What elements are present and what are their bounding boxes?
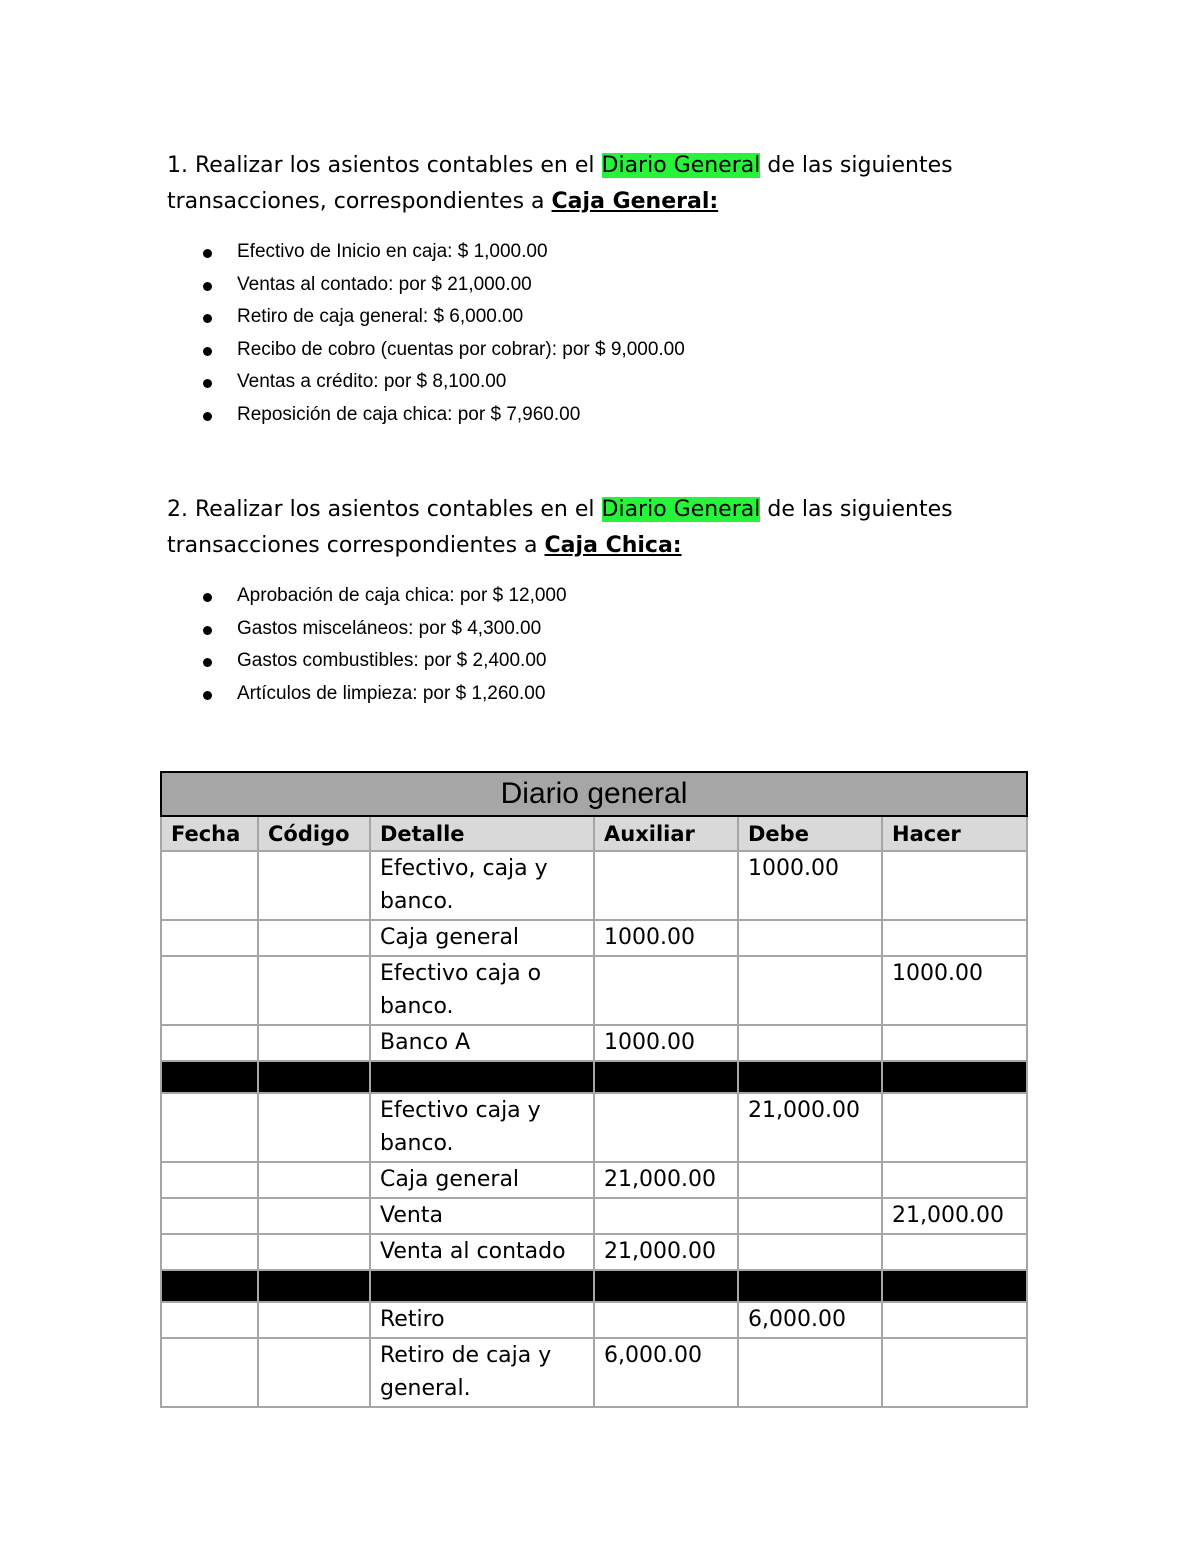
exercise2-list-item-text: Artículos de limpieza: por $ 1,260.00 (237, 682, 546, 704)
cell-hacer: 1000.00 (882, 956, 1027, 1025)
exercise-2-line2: transacciones correspondientes a (167, 533, 538, 558)
cell-debe (738, 1025, 882, 1061)
cell-debe (738, 1198, 882, 1234)
header-auxiliar: Auxiliar (594, 816, 738, 851)
journal-header-row (161, 816, 1027, 851)
exercise-1-text-before: Realizar los asientos contables en el (195, 153, 595, 178)
exercise2-list-item (167, 678, 1127, 711)
cell-codigo (258, 1198, 370, 1234)
cell-debe (738, 1162, 882, 1198)
cell-hacer (882, 1025, 1027, 1061)
cell-debe (738, 920, 882, 956)
bullet-icon (203, 314, 212, 323)
cell-auxiliar (594, 1302, 738, 1338)
cell-debe (738, 1234, 882, 1270)
cell-auxiliar: 21,000.00 (594, 1162, 738, 1198)
header-debe: Debe (738, 816, 882, 851)
cell-fecha (161, 1270, 258, 1302)
exercise2-list-item-text: Gastos combustibles: por $ 2,400.00 (237, 650, 547, 671)
exercise1-list-item-text: Ventas al contado: por $ 21,000.00 (237, 273, 532, 295)
cell-hacer (882, 851, 1027, 920)
bullet-icon (203, 626, 212, 635)
cell-hacer (882, 1302, 1027, 1338)
cell-hacer (882, 920, 1027, 956)
cell-codigo (258, 1270, 370, 1302)
cell-detalle: Caja general (370, 920, 594, 956)
exercise-2 (167, 492, 1127, 564)
cell-fecha (161, 1061, 258, 1093)
exercise1-list-item (167, 334, 1127, 367)
cell-auxiliar (594, 1061, 738, 1093)
bullet-icon (203, 347, 212, 356)
table-row (161, 1025, 1027, 1061)
exercise1-list-item (167, 366, 1127, 399)
cell-debe (738, 1061, 882, 1093)
cell-codigo (258, 1234, 370, 1270)
cell-detalle: Caja general (370, 1162, 594, 1198)
cell-detalle: Retiro de caja y general. (370, 1338, 594, 1407)
exercise-1-prompt (167, 148, 1127, 220)
journal-body (161, 851, 1027, 1407)
cell-fecha (161, 1093, 258, 1162)
cell-codigo (258, 956, 370, 1025)
cell-detalle (370, 1270, 594, 1302)
cell-fecha (161, 1198, 258, 1234)
cell-codigo (258, 1061, 370, 1093)
cell-hacer (882, 1338, 1027, 1407)
table-row (161, 1302, 1027, 1338)
exercise-1 (167, 148, 1127, 220)
cell-debe (738, 1338, 882, 1407)
cell-auxiliar (594, 851, 738, 920)
header-fecha: Fecha (161, 816, 258, 851)
cell-detalle: Venta (370, 1198, 594, 1234)
bullet-icon (203, 593, 212, 602)
exercise-2-emphasis: Caja Chica: (544, 533, 682, 558)
exercise-1-list (167, 236, 1127, 431)
cell-detalle: Efectivo caja o banco. (370, 956, 594, 1025)
cell-auxiliar (594, 1198, 738, 1234)
exercise2-list-item (167, 613, 1127, 646)
header-hacer: Hacer (882, 816, 1027, 851)
exercise1-list-item (167, 399, 1127, 432)
header-detalle: Detalle (370, 816, 594, 851)
cell-debe: 21,000.00 (738, 1093, 882, 1162)
cell-codigo (258, 1093, 370, 1162)
exercise1-list-item-text: Efectivo de Inicio en caja: $ 1,000.00 (237, 241, 548, 262)
separator-row (161, 1270, 1027, 1302)
bullet-icon (203, 658, 212, 667)
exercise2-list-item (167, 645, 1127, 678)
cell-hacer (882, 1270, 1027, 1302)
table-row (161, 851, 1027, 920)
table-row (161, 956, 1027, 1025)
cell-auxiliar (594, 956, 738, 1025)
cell-detalle: Venta al contado (370, 1234, 594, 1270)
cell-detalle: Efectivo caja y banco. (370, 1093, 594, 1162)
cell-auxiliar: 6,000.00 (594, 1338, 738, 1407)
cell-fecha (161, 1025, 258, 1061)
exercise2-list-item (167, 580, 1127, 613)
cell-hacer (882, 1093, 1027, 1162)
cell-debe: 6,000.00 (738, 1302, 882, 1338)
cell-fecha (161, 1162, 258, 1198)
cell-hacer (882, 1234, 1027, 1270)
exercise1-list-item (167, 236, 1127, 269)
exercise-1-text-after: de las siguientes (767, 153, 953, 178)
table-row (161, 1162, 1027, 1198)
cell-codigo (258, 851, 370, 920)
exercise1-list-item (167, 269, 1127, 302)
cell-detalle: Banco A (370, 1025, 594, 1061)
cell-detalle (370, 1061, 594, 1093)
exercise-1-number: 1. (167, 153, 188, 178)
cell-hacer (882, 1061, 1027, 1093)
exercise-1-line2: transacciones, correspondientes a (167, 189, 545, 214)
exercise-2-prompt (167, 492, 1127, 564)
separator-row (161, 1061, 1027, 1093)
cell-fecha (161, 956, 258, 1025)
exercise-2-list (167, 580, 1127, 710)
table-row (161, 1234, 1027, 1270)
cell-debe (738, 1270, 882, 1302)
cell-fecha (161, 1234, 258, 1270)
exercise-2-text-before: Realizar los asientos contables en el (195, 497, 595, 522)
cell-hacer (882, 1162, 1027, 1198)
cell-auxiliar: 1000.00 (594, 1025, 738, 1061)
cell-auxiliar (594, 1093, 738, 1162)
cell-debe: 1000.00 (738, 851, 882, 920)
cell-codigo (258, 1338, 370, 1407)
journal-table (160, 771, 1028, 1408)
table-row (161, 920, 1027, 956)
table-row (161, 1198, 1027, 1234)
table-row (161, 1093, 1027, 1162)
cell-codigo (258, 1162, 370, 1198)
cell-hacer: 21,000.00 (882, 1198, 1027, 1234)
exercise-1-highlight: Diario General (601, 153, 761, 178)
cell-fecha (161, 1338, 258, 1407)
exercise-2-number: 2. (167, 497, 188, 522)
bullet-icon (203, 412, 212, 421)
exercise1-list-item-text: Reposición de caja chica: por $ 7,960.00 (237, 403, 581, 425)
exercise-2-highlight: Diario General (601, 497, 761, 522)
table-row (161, 1338, 1027, 1407)
cell-fecha (161, 920, 258, 956)
cell-auxiliar (594, 1270, 738, 1302)
journal-title: Diario general (161, 772, 1027, 816)
exercise2-list-item-text: Gastos misceláneos: por $ 4,300.00 (237, 617, 542, 639)
exercise1-list-item-text: Recibo de cobro (cuentas por cobrar): por $ 9,000.00 (237, 338, 685, 360)
exercise1-list-item-text: Retiro de caja general: $ 6,000.00 (237, 306, 524, 327)
cell-detalle: Retiro (370, 1302, 594, 1338)
cell-auxiliar: 1000.00 (594, 920, 738, 956)
cell-fecha (161, 851, 258, 920)
bullet-icon (203, 691, 212, 700)
bullet-icon (203, 282, 212, 291)
header-codigo: Código (258, 816, 370, 851)
exercise-1-emphasis: Caja General: (551, 189, 719, 214)
bullet-icon (203, 379, 212, 388)
cell-codigo (258, 1025, 370, 1061)
cell-codigo (258, 1302, 370, 1338)
cell-debe (738, 956, 882, 1025)
cell-detalle: Efectivo, caja y banco. (370, 851, 594, 920)
exercise2-list-item-text: Aprobación de caja chica: por $ 12,000 (237, 585, 567, 606)
exercise1-list-item-text: Ventas a crédito: por $ 8,100.00 (237, 371, 507, 392)
exercise-2-text-after: de las siguientes (767, 497, 953, 522)
exercise1-list-item (167, 301, 1127, 334)
bullet-icon (203, 249, 212, 258)
cell-codigo (258, 920, 370, 956)
cell-fecha (161, 1302, 258, 1338)
cell-auxiliar: 21,000.00 (594, 1234, 738, 1270)
